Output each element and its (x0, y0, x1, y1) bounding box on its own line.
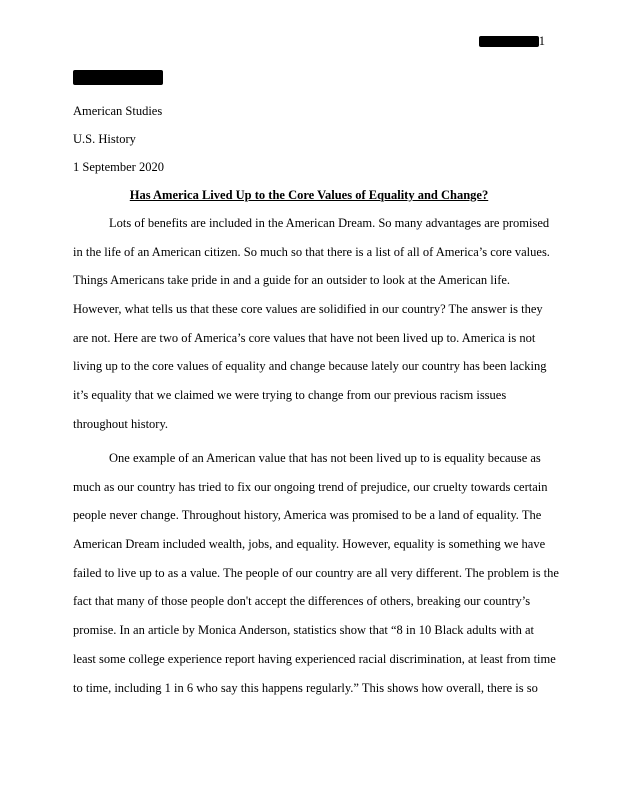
essay-title: Has America Lived Up to the Core Values of Equality and Change? (129, 188, 489, 202)
paragraph-line: However, what tells us that these core values are solidified in our country? The answer is they (73, 302, 543, 317)
paragraph-line: to time, including 1 in 6 who say this happens regularly.” This shows how overall, there is so (73, 680, 538, 695)
paragraph-line: living up to the core values of equality and change because lately our country has been lacking (73, 359, 547, 374)
paragraph-line: much as our country has tried to fix our ongoing trend of prejudice, our cruelty towards certain (73, 479, 548, 494)
paragraph-2 (73, 450, 559, 708)
redacted-surname (479, 36, 539, 47)
paragraph-line: fact that many of those people don't accept the differences of others, breaking our country’s (73, 594, 531, 609)
page-number: 1 (538, 34, 545, 48)
paragraph-line: in the life of an American citizen. So much so that there is a list of all of America’s core values. (73, 244, 550, 259)
paragraph-line: are not. Here are two of America’s core values that have not been lived up to. America is not (73, 330, 536, 345)
paragraph-line: Things Americans take pride in and a guide for an outsider to look at the American life. (73, 273, 511, 288)
paragraph-line: throughout history. (73, 416, 169, 431)
paragraph-line: least some college experience report having experienced racial discrimination, at least from time (73, 651, 556, 666)
heading-subject: U.S. History (73, 132, 136, 146)
page-header (479, 34, 545, 49)
paragraph-line: it’s equality that we claimed we were trying to change from our previous racism issues (73, 388, 507, 403)
paragraph-line: Lots of benefits are included in the American Dream. So many advantages are promised (109, 216, 550, 230)
paragraph-line: failed to live up to as a value. The people of our country are all very different. The problem is the (73, 565, 559, 580)
paragraph-line: American Dream included wealth, jobs, and equality. However, equality is something we have (73, 537, 546, 552)
paragraph-line: promise. In an article by Monica Anderson, statistics show that “8 in 10 Black adults with at (73, 623, 535, 638)
redacted-author-name (73, 70, 163, 85)
paragraph-line: One example of an American value that has not been lived up to is equality because as (109, 451, 541, 465)
paragraph-1 (73, 215, 550, 445)
paragraph-line: people never change. Throughout history, America was promised to be a land of equality. The (73, 508, 542, 523)
heading-date: 1 September 2020 (73, 160, 164, 174)
heading-course: American Studies (73, 104, 163, 118)
